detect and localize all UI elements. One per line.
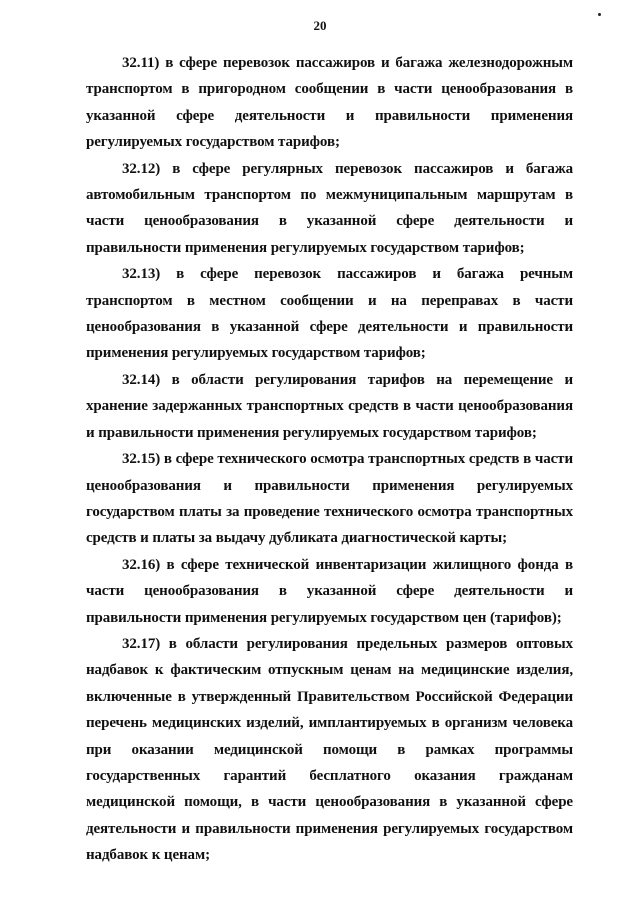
paragraph-32-17: 32.17) в области регулирования предельных размеров оптовых надбавок к фактическим отпускным ценам на медицинские изделия, включенные в утвержденный Правительством Российской Федерации перечень медицинских изделий, имплантируемых в организм человека при оказании медицинской помощи в рамках программы государственных гарантий бесплатного оказания гражданам медицинской помощи, в части ценообразования в указанной сфере деятельности и правильности применения регулируемых государством надбавок к ценам; [86,635,573,864]
paragraph-32-15: 32.15) в сфере технического осмотра транспортных средств в части ценообразования и правильности применения регулируемых государством платы за проведение технического осмотра транспортных средств и платы за выдачу дубликата диагностической карты; [86,451,573,547]
scan-speck [598,13,601,16]
paragraph-32-13: 32.13) в сфере перевозок пассажиров и багажа речным транспортом в местном сообщении и на переправах в части ценообразования в указанной сфере деятельности и правильности применения регулируемых государством тарифов; [86,266,573,362]
paragraph-32-11: 32.11) в сфере перевозок пассажиров и багажа железнодорожным транспортом в пригородном сообщении в части ценообразования в указанной сфере деятельности и правильности применения регулируемых государством тарифов; [86,55,573,151]
paragraph-32-14: 32.14) в области регулирования тарифов на перемещение и хранение задержанных транспортных средств в части ценообразования и правильности применения регулируемых государством тарифов; [86,371,573,441]
paragraph-32-12: 32.12) в сфере регулярных перевозок пассажиров и багажа автомобильным транспортом по межмуниципальным маршрутам в части ценообразования в указанной сфере деятельности и правильности применения регулируемых государством тарифов; [86,160,573,256]
page-number: 20 [313,18,327,33]
paragraph-32-16: 32.16) в сфере технической инвентаризации жилищного фонда в части ценообразования в указанной сфере деятельности и правильности применения регулируемых государством цен (тарифов); [86,556,573,626]
document-body [86,50,573,869]
